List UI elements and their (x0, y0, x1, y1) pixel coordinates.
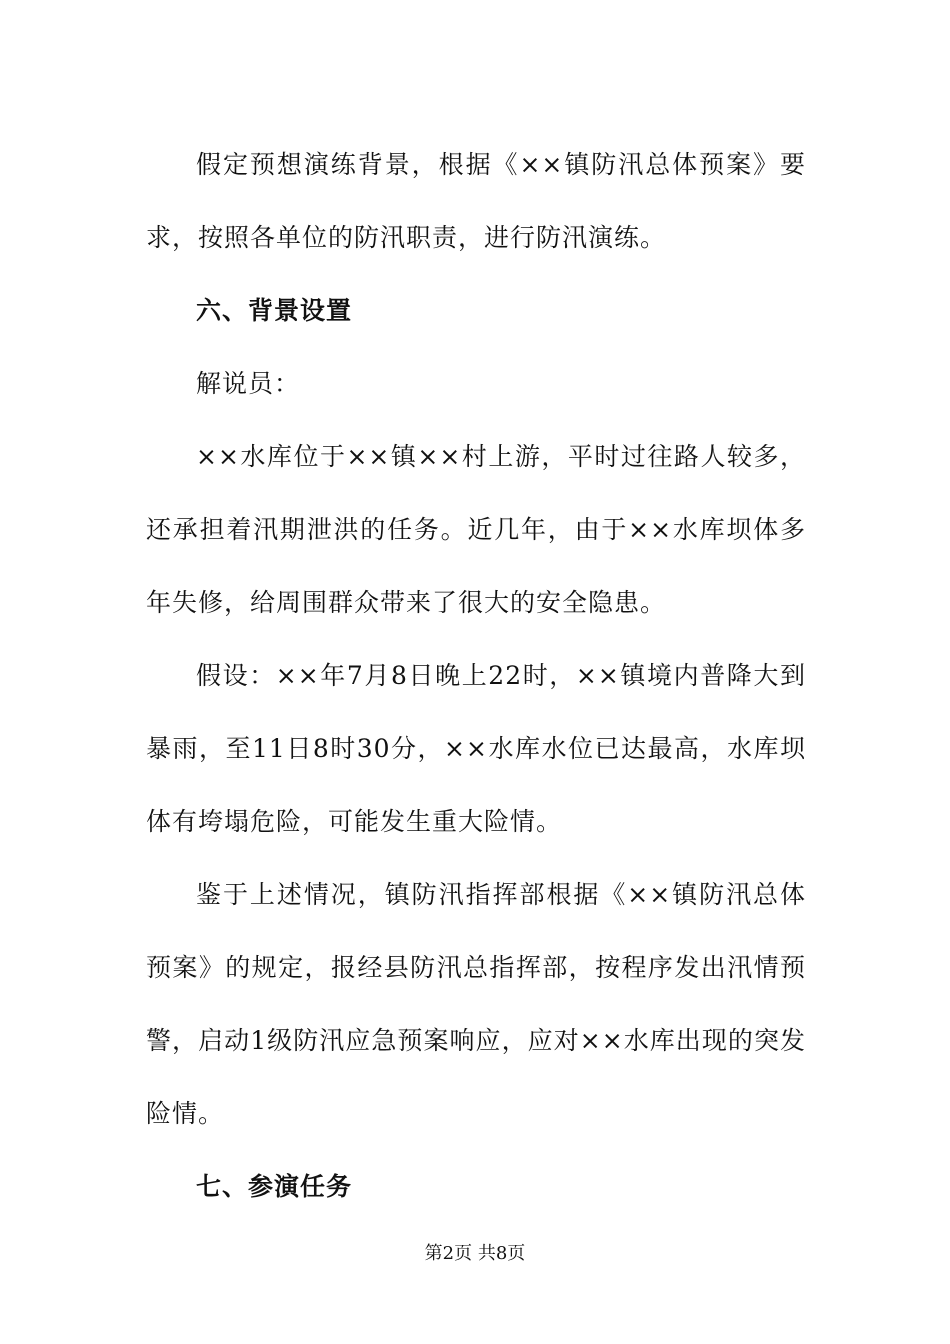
page-footer: 第2页 共8页 (424, 1243, 526, 1264)
section-heading-6: 六、背景设置 (196, 296, 353, 325)
document-body (146, 128, 806, 1223)
narrator-label: 解说员： (196, 369, 301, 398)
paragraph-assumption: 假设：××年7月8日晚上22时，××镇境内普降大到暴雨，至11日8时30分，××水库水位已达最高，水库坝体有垮塌危险，可能发生重大险情。 (146, 661, 806, 836)
paragraph-intro: 假定预想演练背景，根据《××镇防汛总体预案》要求，按照各单位的防汛职责，进行防汛演练。 (146, 150, 806, 252)
paragraph-response: 鉴于上述情况，镇防汛指挥部根据《××镇防汛总体预案》的规定，报经县防汛总指挥部，按程序发出汛情预警，启动1级防汛应急预案响应，应对××水库出现的突发险情。 (146, 880, 806, 1128)
section-heading-7: 七、参演任务 (196, 1172, 353, 1201)
paragraph-reservoir: ××水库位于××镇××村上游，平时过往路人较多，还承担着汛期泄洪的任务。近几年，由于××水库坝体多年失修，给周围群众带来了很大的安全隐患。 (146, 442, 806, 617)
